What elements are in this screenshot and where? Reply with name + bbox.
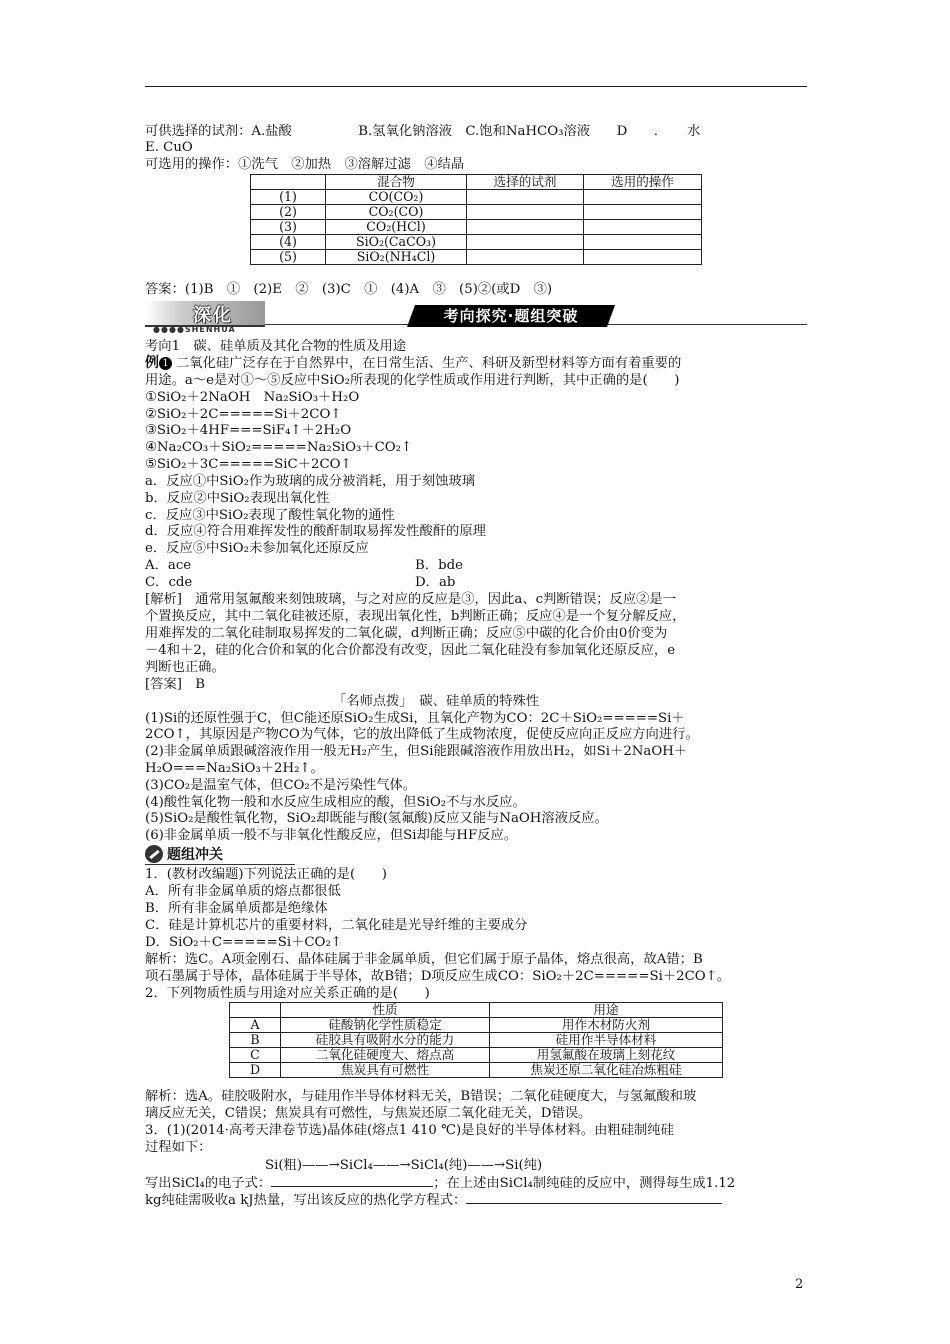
tip-line: (2)非金属单质跟碱溶液作用一般无H₂产生，但Si能跟碱溶液作用放出H₂，如Si＋2NaOH＋: [145, 744, 688, 759]
prop-header-1: 性质: [281, 1003, 490, 1018]
prop-cell: 用作木材防火剂: [490, 1018, 723, 1033]
q3-line-1: [145, 1176, 735, 1192]
q1-line: B．所有非金属单质都是绝缘体: [145, 901, 328, 916]
tip-line: (6)非金属单质一般不与非氧化性酸反应，但Si却能与HF反应。: [145, 828, 518, 843]
judgment-c: c．反应③中SiO₂表现了酸性氧化物的通性: [145, 508, 395, 523]
example-line-1: [145, 356, 681, 372]
property-table: [229, 1002, 723, 1078]
section-banner: [145, 301, 807, 333]
q1-line: 项石墨属于导体，晶体硅属于半导体，故B错；D项反应生成CO：SiO₂＋2C=====Si＋2CO↑。: [145, 969, 731, 984]
q1-line: C．硅是计算机芯片的重要材料，二氧化硅是光导纤维的主要成分: [145, 918, 528, 933]
mix-cell: CO(CO₂): [326, 190, 467, 205]
answer-1: 答案：(1)B ① (2)E ② (3)C ① (4)A ③ (5)②(或D ③): [145, 282, 553, 297]
header-rule: [145, 86, 807, 87]
mix-cell: [467, 205, 584, 220]
flow-diagram: Si(粗)——→SiCl₄——→SiCl₄(纯)——→Si(纯): [265, 1158, 543, 1173]
tip-line: 2CO↑，其原因是产物CO为气体，它的放出降低了生成物浓度，促使反应向正反应方向进行。: [145, 727, 699, 742]
mix-cell: [584, 250, 702, 265]
mix-cell: [584, 190, 702, 205]
pen-icon: [145, 845, 163, 863]
q3-line-2: [145, 1193, 722, 1209]
reagents-line: 可供选择的试剂：A.盐酸 B.氢氧化钠溶液 C.饱和NaHCO₃溶液 D ． 水: [145, 124, 701, 139]
banner-sub: ●●●●SHENHUA: [153, 325, 236, 334]
answer-2: [答案] B: [145, 677, 206, 692]
q1-line: 1．(教材改编题)下列说法正确的是( ): [145, 867, 387, 882]
table-row: [230, 1033, 723, 1048]
mix-cell: [584, 220, 702, 235]
mix-cell: [467, 235, 584, 250]
reaction-3: ③SiO₂＋4HF===SiF₄↑＋2H₂O: [145, 423, 352, 438]
mix-cell: (4): [251, 235, 326, 250]
mix-cell: (2): [251, 205, 326, 220]
mix-cell: (3): [251, 220, 326, 235]
mix-cell: SiO₂(CaCO₃): [326, 235, 467, 250]
q3-line-2-text: kg纯硅需吸收a kJ热量，写出该反应的热化学方程式：: [145, 1193, 467, 1208]
tip-line: (1)Si的还原性强于C，但C能还原SiO₂生成Si，且氧化产物为CO：2C＋SiO₂=====Si＋: [145, 711, 685, 726]
prop-cell: A: [230, 1018, 281, 1033]
judgment-b: b．反应②中SiO₂表现出氧化性: [145, 491, 330, 506]
q3-line-1b: ；在上述由SiCl₄制纯硅的反应中，测得每生成1.12: [433, 1176, 736, 1191]
option-a: A．ace: [145, 558, 192, 573]
mix-cell: CO₂(CO): [326, 205, 467, 220]
mix-header-0: [251, 175, 326, 190]
judgment-e: e．反应⑤中SiO₂未参加氧化还原反应: [145, 541, 369, 556]
analysis-line: －4和＋2，硅的化合价和氧的化合价都没有改变，因此二氧化硅没有参加氧化还原反应，e: [145, 643, 676, 658]
tiguan-label: 题组冲关: [167, 847, 223, 863]
analysis-line: 用难挥发的二氧化硅制取易挥发的二氧化碳，d判断正确；反应⑤中碳的化合价由0价变为: [145, 626, 668, 641]
prop-cell: 二氧化硅硬度大、熔点高: [281, 1048, 490, 1063]
answer-blank[interactable]: [466, 1203, 722, 1204]
page-number: 2: [795, 1277, 804, 1292]
mixture-table: [250, 174, 702, 265]
q1-line: 解析：选C。A项金刚石、晶体硅属于非金属单质，但它们属于原子晶体，熔点很高，故A错；B: [145, 952, 703, 967]
table-row: [251, 190, 702, 205]
reaction-1: ①SiO₂＋2NaOH Na₂SiO₃＋H₂O: [145, 390, 360, 405]
reaction-2: ②SiO₂＋2C=====Si＋2CO↑: [145, 407, 342, 422]
q1-line: 2．下列物质性质与用途对应关系正确的是( ): [145, 986, 430, 1001]
mix-cell: CO₂(HCl): [326, 220, 467, 235]
prop-cell: 焦炭还原二氧化硅冶炼粗硅: [490, 1063, 723, 1078]
banner-title-box: [407, 305, 615, 327]
analysis-line: 个置换反应，其中二氧化硅被还原，表现出氧化性，b判断正确；反应④是一个复分解反应，: [145, 609, 686, 624]
q2-line: 3．(1)(2014·高考天津卷节选)晶体硅(熔点1 410 ℃)是良好的半导体材料。由粗硅制纯硅: [145, 1123, 674, 1138]
q2-line: 解析：选A。硅胶吸附水，与硅用作半导体材料无关，B错误；二氧化硅硬度大，与氢氟酸和玻: [145, 1089, 697, 1104]
example-text-1: 二氧化硅广泛存在于自然界中，在日常生活、生产、科研及新型材料等方面有着重要的: [176, 356, 682, 371]
table-row: [251, 250, 702, 265]
mix-cell: SiO₂(NH₄Cl): [326, 250, 467, 265]
judgment-a: a．反应①中SiO₂作为玻璃的成分被消耗，用于刻蚀玻璃: [145, 474, 476, 489]
operations-line: 可选用的操作：①洗气 ②加热 ③溶解过滤 ④结晶: [145, 157, 465, 172]
tip-line: (5)SiO₂是酸性氧化物，SiO₂却既能与酸(氢氟酸)反应又能与NaOH溶液反应。: [145, 811, 608, 826]
mix-cell: [584, 235, 702, 250]
q2-line: 璃反应无关，C错误；焦炭具有可燃性，与焦炭还原二氧化硅无关，D错误。: [145, 1106, 592, 1121]
tip-title: 「名师点拨」 碳、硅单质的特殊性: [333, 694, 540, 709]
prop-header-0: [230, 1003, 281, 1018]
table-row: [251, 235, 702, 250]
prop-cell: 硅用作半导体材料: [490, 1033, 723, 1048]
tip-line: (4)酸性氧化物一般和水反应生成相应的酸，但SiO₂不与水反应。: [145, 795, 526, 810]
reagents-line-2: E. CuO: [145, 140, 193, 155]
analysis-line: [解析] 通常用氢氟酸来刻蚀玻璃，与之对应的反应是③，因此a、c判断错误；反应②是一: [145, 592, 677, 607]
mix-cell: (1): [251, 190, 326, 205]
reaction-5: ⑤SiO₂＋3C=====SiC＋2CO↑: [145, 457, 352, 472]
example-text-2: 用途。a～e是对①～⑤反应中SiO₂所表现的化学性质或作用进行判断，其中正确的是( ): [145, 373, 680, 388]
q2-line: 过程如下：: [145, 1140, 212, 1155]
banner-title: 考向探究·题组突破: [443, 307, 579, 325]
table-row: [230, 1063, 723, 1078]
example-number-icon: 1: [159, 357, 172, 370]
mix-header-1: 混合物: [326, 175, 467, 190]
mix-cell: [467, 250, 584, 265]
prop-cell: 硅胶具有吸附水分的能力: [281, 1033, 490, 1048]
judgment-d: d．反应④符合用难挥发性的酸酐制取易挥发性酸酐的原理: [145, 524, 486, 539]
analysis-line: 判断也正确。: [145, 660, 225, 675]
table-row: [230, 1048, 723, 1063]
prop-cell: 焦炭具有可燃性: [281, 1063, 490, 1078]
prop-cell: 用氢氟酸在玻璃上刻花纹: [490, 1048, 723, 1063]
banner-deep-label: 深化: [193, 305, 233, 326]
table-row: [251, 205, 702, 220]
tiguan-rule: [145, 864, 295, 865]
mix-cell: [467, 190, 584, 205]
tip-line: H₂O===Na₂SiO₃＋2H₂↑。: [145, 761, 324, 776]
prop-cell: 硅酸钠化学性质稳定: [281, 1018, 490, 1033]
answer-blank[interactable]: [271, 1186, 433, 1187]
q3-line-1a: 写出SiCl₄的电子式：: [145, 1176, 272, 1191]
option-b: B．bde: [415, 558, 463, 573]
banner-deep: [145, 301, 265, 327]
mix-cell: (5): [251, 250, 326, 265]
q1-line: D．SiO₂＋C=====Si＋CO₂↑: [145, 935, 342, 950]
table-row: [230, 1018, 723, 1033]
mix-header-2: 选择的试剂: [467, 175, 584, 190]
option-c: C．cde: [145, 575, 193, 590]
example-badge: 例: [145, 355, 159, 371]
prop-cell: D: [230, 1063, 281, 1078]
q1-line: A．所有非金属单质的熔点都很低: [145, 884, 341, 899]
mix-cell: [584, 205, 702, 220]
table-row: [251, 220, 702, 235]
prop-cell: C: [230, 1048, 281, 1063]
mix-cell: [467, 220, 584, 235]
prop-cell: B: [230, 1033, 281, 1048]
tiguan-header: [145, 843, 295, 867]
tip-line: (3)CO₂是温室气体，但CO₂不是污染性气体。: [145, 778, 417, 793]
option-d: D．ab: [415, 575, 456, 590]
prop-header-2: 用途: [490, 1003, 723, 1018]
reaction-4: ④Na₂CO₃＋SiO₂=====Na₂SiO₃＋CO₂↑: [145, 440, 413, 455]
kaoxiang-heading: 考向1 碳、硅单质及其化合物的性质及用途: [145, 339, 407, 354]
mix-header-3: 选用的操作: [584, 175, 702, 190]
